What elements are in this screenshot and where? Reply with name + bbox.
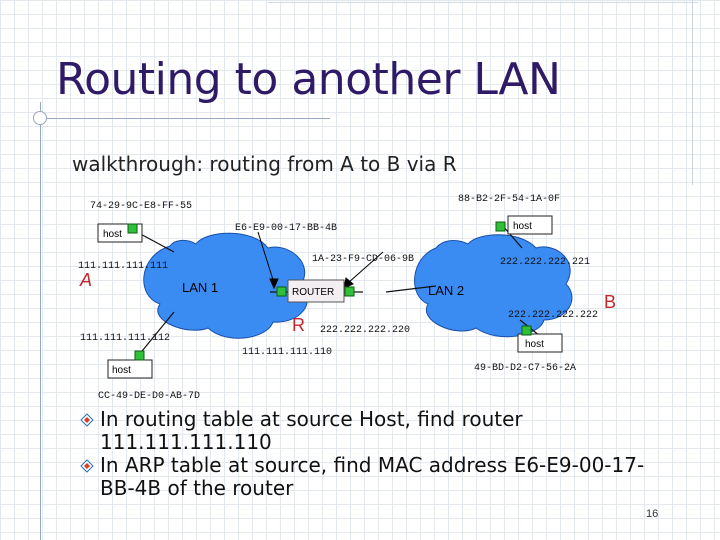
bullet-item xyxy=(78,454,678,500)
host-a-bottom-port xyxy=(135,351,144,360)
left-rule xyxy=(40,102,41,540)
host-b-top-label: host xyxy=(513,221,532,232)
slide-subtitle: walkthrough: routing from A to B via R xyxy=(72,152,457,176)
page-number: 16 xyxy=(646,508,659,520)
bullet-list xyxy=(78,408,678,500)
ip-router-lan2: 222.222.222.220 xyxy=(320,325,411,336)
ip-router-lan1: 111.111.111.110 xyxy=(242,347,333,358)
mac-router-right: 1A-23-F9-CD-06-9B xyxy=(312,254,415,265)
host-a-bottom-label: host xyxy=(112,365,131,376)
host-b-bottom-port xyxy=(522,326,531,335)
mac-bottom-right: 49-BD-D2-C7-56-2A xyxy=(474,363,577,374)
lan2-label: LAN 2 xyxy=(428,283,465,298)
mac-router-left: E6-E9-00-17-BB-4B xyxy=(235,223,338,234)
ip-b-bottom: 222.222.222.222 xyxy=(508,310,599,321)
router-label: ROUTER xyxy=(292,287,335,298)
mac-top-right: 88-B2-2F-54-1A-0F xyxy=(458,194,561,205)
ip-a-top: 111.111.111.111 xyxy=(78,261,169,272)
mac-top-left: 74-29-9C-E8-FF-55 xyxy=(90,201,193,212)
bullet-item xyxy=(78,408,678,454)
bullet-diamond-icon xyxy=(80,459,94,473)
slide-title: Routing to another LAN xyxy=(56,54,561,105)
mac-bottom-left: CC-49-DE-D0-AB-7D xyxy=(98,391,201,402)
ip-a-bottom: 111.111.111.112 xyxy=(80,333,171,344)
lan1-label: LAN 1 xyxy=(182,280,219,295)
host-b-bottom-label: host xyxy=(525,339,544,350)
rule-ornament xyxy=(33,111,47,125)
network-diagram xyxy=(78,186,618,404)
node-b-label: B xyxy=(603,292,616,312)
node-r-label: R xyxy=(292,315,305,335)
bullet-text: In ARP table at source, find MAC address E6-E9-00-17-BB-4B of the router xyxy=(100,453,645,500)
router-port-right xyxy=(345,287,354,296)
router-port-left xyxy=(277,287,286,296)
title-underline xyxy=(40,118,330,119)
host-a-top-port xyxy=(128,224,137,233)
decorative-rule-right xyxy=(692,0,693,185)
bullet-diamond-icon xyxy=(80,413,94,427)
host-b-top-port xyxy=(496,222,505,231)
node-a-label: A xyxy=(80,270,93,290)
bullet-text: In routing table at source Host, find router 111.111.111.110 xyxy=(100,407,523,454)
ip-b-top: 222.222.222.221 xyxy=(500,257,591,268)
decorative-rule-top xyxy=(268,2,698,3)
host-a-top-label: host xyxy=(103,229,122,240)
